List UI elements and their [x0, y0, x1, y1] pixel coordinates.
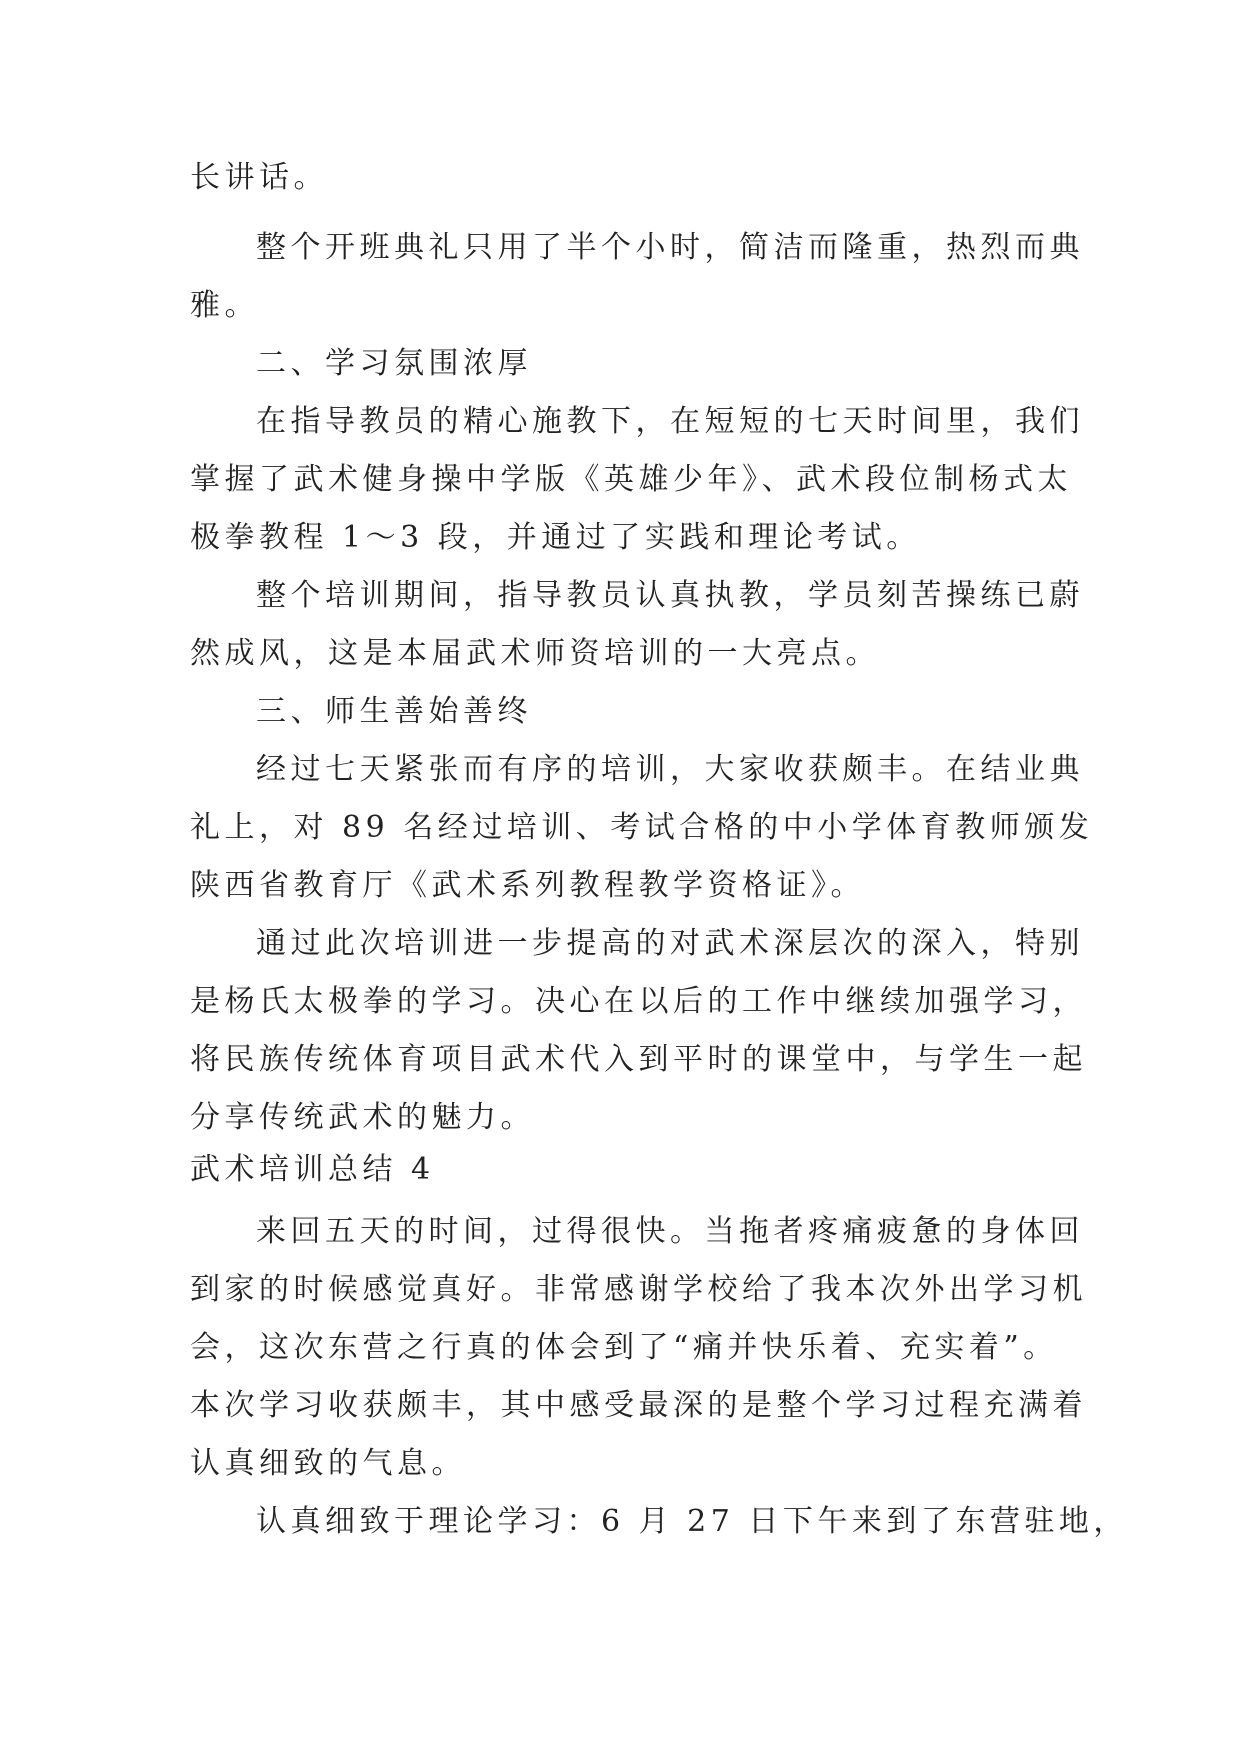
section-heading: 二、学习氛围浓厚 — [256, 346, 532, 381]
paragraph-line: 来回五天的时间，过得很快。当拖者疼痛疲惫的身体回 — [256, 1214, 1084, 1249]
paragraph-line: 通过此次培训进一步提高的对武术深层次的深入，特别 — [256, 926, 1084, 961]
paragraph-line: 将民族传统体育项目武术代入到平时的课堂中，与学生一起 — [190, 1042, 1087, 1077]
paragraph-line: 整个培训期间，指导教员认真执教，学员刻苦操练已蔚 — [256, 578, 1084, 613]
paragraph-line: 会，这次东营之行真的体会到了“痛并快乐着、充实着”。 — [190, 1330, 1058, 1365]
paragraph-line: 陕西省教育厅《武术系列教程教学资格证》。 — [190, 868, 865, 903]
paragraph-line: 在指导教员的精心施教下，在短短的七天时间里，我们 — [256, 404, 1084, 439]
paragraph-line: 长讲话。 — [190, 160, 328, 195]
paragraph-line: 经过七天紧张而有序的培训，大家收获颇丰。在结业典 — [256, 752, 1084, 787]
paragraph-line: 礼上，对 89 名经过培训、考试合格的中小学体育教师颁发 — [190, 810, 1094, 845]
paragraph-line: 认真细致于理论学习：6 月 27 日下午来到了东营驻地， — [256, 1504, 1128, 1539]
paragraph-line: 雅。 — [190, 288, 259, 323]
paragraph-line: 极拳教程 1～3 段，并通过了实践和理论考试。 — [190, 520, 921, 555]
paragraph-line: 然成风，这是本届武术师资培训的一大亮点。 — [190, 636, 880, 671]
paragraph-line: 本次学习收获颇丰，其中感受最深的是整个学习过程充满着 — [190, 1388, 1087, 1423]
paragraph-line: 认真细致的气息。 — [190, 1446, 466, 1481]
paragraph-line: 整个开班典礼只用了半个小时，简洁而隆重，热烈而典 — [256, 230, 1084, 265]
section-heading: 三、师生善始善终 — [256, 694, 532, 729]
paragraph-line: 到家的时候感觉真好。非常感谢学校给了我本次外出学习机 — [190, 1272, 1087, 1307]
paragraph-line: 分享传统武术的魅力。 — [190, 1100, 535, 1135]
document-title: 武术培训总结 4 — [190, 1152, 435, 1187]
paragraph-line: 是杨氏太极拳的学习。决心在以后的工作中继续加强学习， — [190, 984, 1087, 1019]
paragraph-line: 掌握了武术健身操中学版《英雄少年》、武术段位制杨式太 — [190, 462, 1072, 497]
